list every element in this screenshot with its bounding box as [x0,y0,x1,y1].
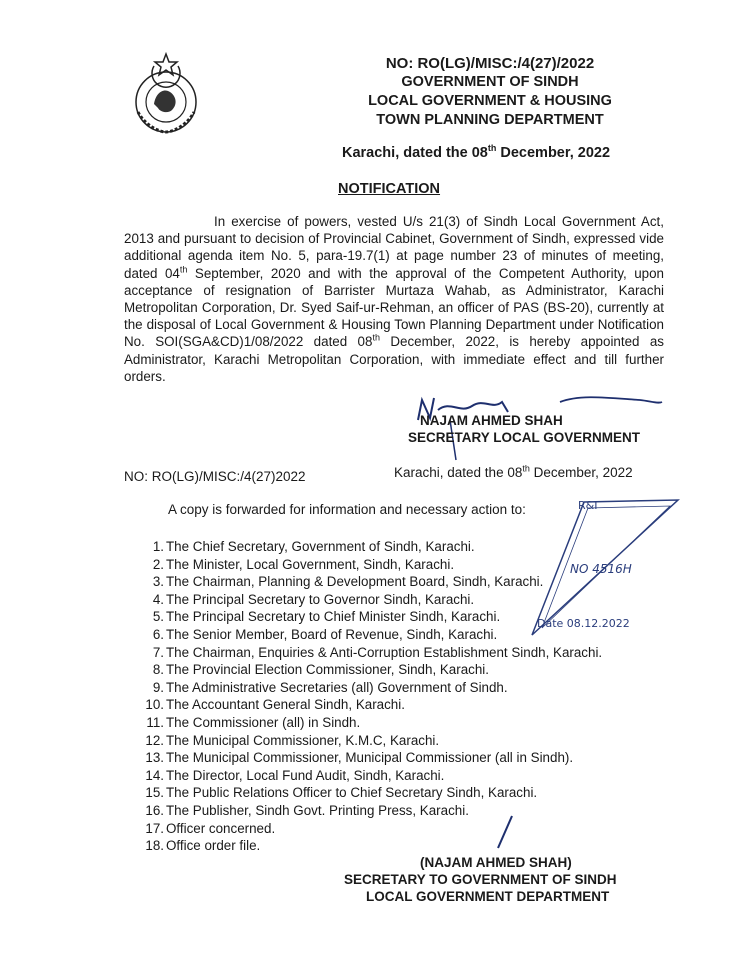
forwarding-reference-number: NO: RO(LG)/MISC:/4(27)2022 [124,469,306,484]
recipient-text: The Chairman, Planning & Development Board, Sindh, Karachi. [166,574,544,590]
department-line-1: LOCAL GOVERNMENT & HOUSING [368,93,612,109]
forwarding-date: Karachi, dated the 08th December, 2022 [394,463,633,480]
recipient-text: The Municipal Commissioner, Municipal Commissioner (all in Sindh). [166,750,574,766]
signatory-designation-top: SECRETARY LOCAL GOVERNMENT [408,430,641,445]
recipient-number: 5. [152,609,164,625]
recipient-text: The Public Relations Officer to Chief Secretary Sindh, Karachi. [166,785,538,801]
department-line-2: TOWN PLANNING DEPARTMENT [376,112,604,128]
recipient-number: 11. [146,714,164,730]
notification-body: In exercise of powers, vested U/s 21(3) of Sindh Local Government Act, 2013 and pursuant to decision of Provincial Cabinet, Government of Sindh, expressed vide additional agenda item No. 5, para-19.7(1) at page number 23 of minutes of meeting, dated 04th September, 2020 and with the approval of the Competent Authority, upon acceptance of resignation of Barrister Murtaza Wahab, as Administrator, Karachi Metropolitan Corporation, Dr. Syed Saif-ur-Rehman, an officer of PAS (BS-20), currently at the disposal of Local Government & Housing Town Planning Department under Notification No. SOI(SGA&CD)1/08/2022 dated 08th December, 2022, is hereby appointed as Administrator, Karachi Metropolitan Corporation, with immediate effect and till further orders. [124,214,665,384]
recipient-number: 6. [152,626,164,642]
stamp-number: NO 4516H [570,562,632,576]
recipient-text: The Minister, Local Government, Sindh, Karachi. [166,556,455,572]
recipient-number: 13. [145,750,164,766]
recipient-number: 12. [145,732,164,748]
stamp-title: R&I [578,499,598,512]
tick-mark-icon [490,812,520,852]
recipient-item [140,679,602,697]
recipient-item [140,661,602,679]
recipient-number: 18. [145,838,164,854]
recipient-item [140,732,602,750]
recipient-text: The Publisher, Sindh Govt. Printing Press, Karachi. [166,802,469,818]
recipient-number: 8. [152,662,164,678]
recipient-number: 4. [152,591,164,607]
recipient-number: 15. [145,785,164,801]
reference-number: NO: RO(LG)/MISC:/4(27)/2022 [385,55,595,72]
issue-date: Karachi, dated the 08th December, 2022 [342,143,611,161]
recipient-number: 14. [145,767,164,783]
recipient-number: 7. [152,644,164,660]
recipient-item [140,696,602,714]
recipient-number: 10. [145,697,164,713]
recipient-text: Officer concerned. [166,820,276,836]
recipient-number: 16. [145,802,164,818]
recipient-number: 3. [152,574,164,590]
recipient-number: 9. [152,679,164,695]
recipient-text: The Principal Secretary to Governor Sindh, Karachi. [166,591,475,607]
recipient-text: The Chairman, Enquiries & Anti-Corruption Establishment Sindh, Karachi. [166,644,603,660]
recipient-item [140,749,602,767]
signatory-name-bottom: (NAJAM AHMED SHAH) [420,855,572,870]
recipient-item [140,837,602,855]
document-title: NOTIFICATION [338,181,441,197]
signatory-designation-line-2: LOCAL GOVERNMENT DEPARTMENT [366,889,610,904]
recipient-number: 17. [145,820,164,836]
copy-forward-text: A copy is forwarded for information and necessary action to: [168,502,526,517]
recipient-text: The Commissioner (all) in Sindh. [166,714,361,730]
recipient-text: The Administrative Secretaries (all) Government of Sindh. [166,679,508,695]
recipient-text: The Accountant General Sindh, Karachi. [166,697,405,713]
recipient-text: The Senior Member, Board of Revenue, Sindh, Karachi. [166,626,498,642]
recipient-text: The Provincial Election Commissioner, Sindh, Karachi. [166,662,490,678]
recipient-number: 2. [152,556,164,572]
recipient-item [140,820,602,838]
recipient-text: Office order file. [166,838,261,854]
stamp-date: Date 08.12.2022 [537,617,630,630]
recipient-item [140,784,602,802]
recipient-text: The Director, Local Fund Audit, Sindh, Karachi. [166,767,445,783]
signatory-designation-line-1: SECRETARY TO GOVERNMENT OF SINDH [344,872,617,887]
government-name: GOVERNMENT OF SINDH [401,74,579,90]
recipient-number: 1. [152,539,164,554]
recipient-text: The Principal Secretary to Chief Minister Sindh, Karachi. [166,609,501,625]
recipient-text: The Municipal Commissioner, K.M.C, Karachi. [166,732,440,748]
recipient-text: The Chief Secretary, Government of Sindh, Karachi. [166,539,475,554]
recipient-item [140,802,602,820]
signatory-name-top: NAJAM AHMED SHAH [420,413,563,428]
recipient-item [140,714,602,732]
recipient-item [140,767,602,785]
sindh-government-emblem-icon [124,52,208,136]
